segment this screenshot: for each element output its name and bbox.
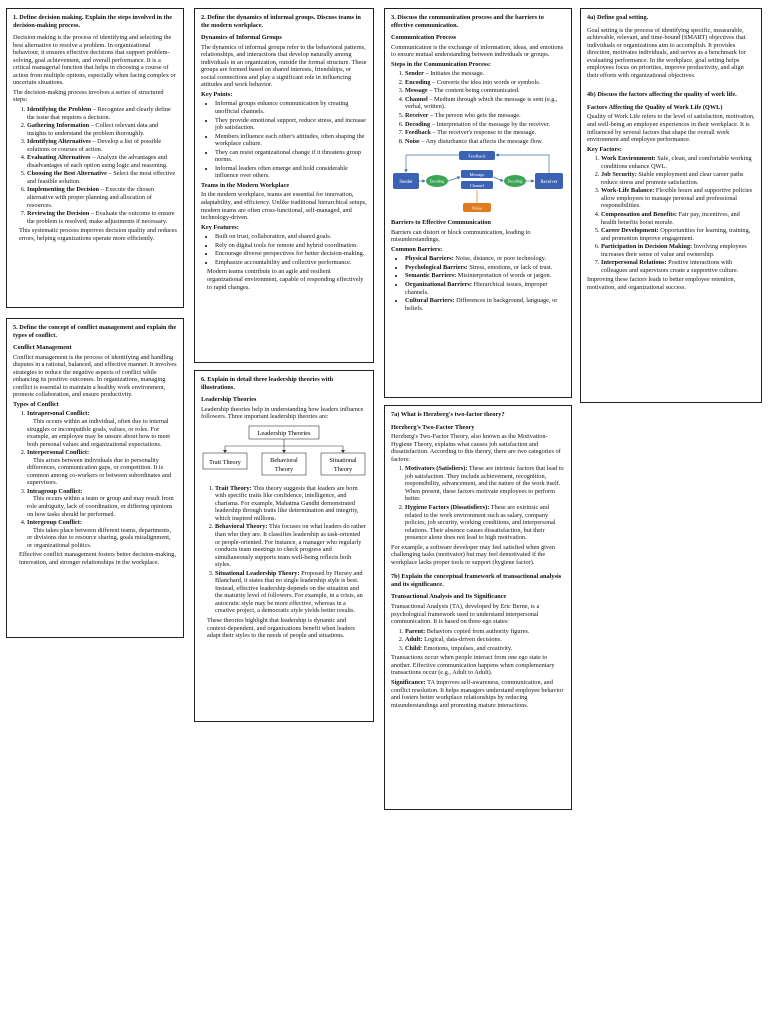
q5-intro: Conflict management is the process of identifying and handling disputes in a rational, balanced, and effective manner. It involves strategies to reduce the negative aspects of conflict while enhancing its positive outcomes. In organizations, managing conflict is essential to maintain a healthy work environment, promote collaboration, and ensure productivity. — [13, 353, 177, 399]
list-item: 5. Receiver – The person who gets the message. — [405, 112, 565, 120]
list-item: 6. Participation in Decision Making: Involving employees increases their sense of value and ownership. — [601, 243, 755, 258]
q6-closing: These theories highlight that leadership is dynamic and context-dependent, and organizations benefit when leaders adapt their styles to the needs of people and situations. — [207, 617, 355, 640]
q3-steps-heading: Steps in the Communication Process: — [391, 60, 491, 68]
diagram-noise-label: Noise — [471, 205, 483, 211]
q5-types-heading: Types of Conflict — [13, 400, 59, 408]
list-item: 4. Evaluating Alternatives – Analyze the advantages and disadvantages of each option using logic and reasoning. — [27, 154, 177, 169]
q6-intro: Leadership theories help in understanding how leaders influence followers. Three important leadership theories are: — [201, 405, 364, 421]
list-item: • Members influence each other's attitudes, often shaping the workplace culture. — [215, 133, 367, 148]
list-item: 2. Hygiene Factors (Dissatisfiers): These are extrinsic and related to the work environment such as salary, company policies, job security, working conditions, and interpersonal relations. Their absence causes dissatisfaction, but their presence alone does not lead to high motivation. — [405, 504, 565, 542]
list-item: • They provide emotional support, reduce stress, and increase job satisfaction. — [215, 117, 367, 132]
diagram-decoding-label: Decoding — [507, 179, 523, 184]
q2-features-heading: Key Features: — [201, 223, 239, 231]
list-item: 8. Noise – Any disturbance that affects the message flow. — [405, 138, 565, 146]
q3-intro: Communication is the exchange of information, ideas, and emotions to ensure mutual understanding between individuals or groups. — [391, 43, 564, 59]
diagram-behavioral-label-1: Behavioral — [270, 456, 298, 464]
q2-features-list — [201, 233, 367, 266]
list-item: 2. Adult: Logical, data-driven decisions. — [405, 636, 565, 644]
card-q1 — [6, 8, 184, 308]
list-item: • They can resist organizational change if it threatens group norms. — [215, 149, 367, 164]
list-item: • Built on trust, collaboration, and shared goals. — [215, 233, 367, 241]
q6-title: 6. Explain in detail three leadership theories with illustrations. — [201, 376, 334, 391]
diagram-behavioral-label-2: Theory — [274, 465, 294, 473]
list-item: 2. Gathering Information – Collect relevant data and insights to understand the problem thoroughly. — [27, 122, 177, 137]
diagram-situational-label-1: Situational — [329, 456, 357, 464]
list-item: • Rely on digital tools for remote and hybrid coordination. — [215, 242, 367, 250]
card-q4 — [580, 8, 762, 403]
communication-process-diagram — [391, 149, 565, 215]
q1-steps-intro: The decision-making process involves a series of structured steps: — [13, 88, 164, 104]
q4b-closing: Improving these factors leads to better employee retention, motivation, and organizational success. — [587, 276, 736, 291]
list-item: 4. Channel – Medium through which the message is sent (e.g., verbal, written). — [405, 96, 565, 111]
q1-closing: This systematic process improves decision quality and reduces errors, helping organizations operate more efficiently. — [19, 227, 177, 242]
list-item: 3. Situational Leadership Theory: Proposed by Hersey and Blanchard, it states that no single leadership style is best. Instead, effective leadership depends on the situation and the maturity level of followers. For example, in a crisis, an autocratic style may be more effective, whereas in a creative project, a democratic style yields better results. — [215, 570, 367, 615]
list-item: 7. Reviewing the Decision – Evaluate the outcome to ensure the problem is resolved; make adjustments if necessary. — [27, 210, 177, 225]
card-q2 — [194, 8, 374, 363]
list-item: 4. Intergroup Conflict: This takes place between different teams, departments, or divisions due to resource sharing, goals misalignment, or organizational politics. — [27, 519, 177, 549]
q7a-intro: Herzberg's Two-Factor Theory, also known as the Motivation-Hygiene Theory, explains what causes job satisfaction and dissatisfaction. According to this theory, there are two categories of factors: — [391, 433, 561, 463]
q7a-heading: Herzberg's Two-Factor Theory — [391, 423, 475, 431]
list-item: 2. Behavioral Theory: This focuses on what leaders do rather than who they are. It classifies leadership as task-oriented or people-oriented. For instance, a manager who regularly conducts team meetings to check progress and simultaneously supports team well-being reflects both styles. — [215, 523, 367, 568]
q4a-text: Goal setting is the process of identifying specific, measurable, achievable, relevant, and time-bound (SMART) objectives that individuals or organizations aim to accomplish. It provides direction, motivates individuals, and serves as a benchmark for evaluating performance. In the workplace, goal setting helps employees focus on priorities, improve productivity, and align their efforts with organizational objectives. — [587, 26, 746, 79]
diagram-root-label: Leadership Theories — [257, 429, 311, 437]
diagram-channel-label: Channel — [470, 183, 484, 189]
q7b-heading: Transactional Analysis and Its Significance — [391, 593, 507, 601]
q7a-factors-list — [391, 465, 565, 541]
q3-barriers-list — [391, 255, 565, 312]
q3-steps-list — [391, 70, 565, 145]
list-item: 6. Implementing the Decision – Execute the chosen alternative with proper planning and allocation of resources. — [27, 186, 177, 209]
list-item: 6. Decoding – Interpretation of the message by the receiver. — [405, 121, 565, 129]
list-item: • Semantic Barriers: Misinterpretation of words or jargon. — [405, 272, 565, 280]
q4a-title: 4a) Define goal setting. — [587, 14, 649, 21]
list-item: 1. Trait Theory: This theory suggests that leaders are born with specific traits like confidence, intelligence, and charisma. For example, Mahatma Gandhi demonstrated leadership through traits like determination and integrity, which inspired millions. — [215, 485, 367, 523]
q3-barriers-heading: Barriers to Effective Communication — [391, 219, 491, 227]
q5-closing: Effective conflict management fosters better decision-making, innovation, and stronger relationships in the workplace. — [19, 551, 176, 566]
q7b-significance: Significance: TA improves self-awareness, communication, and conflict resolution. It helps managers understand employee behavior and fosters better workplace relationships by reducing misunderstandings and promoting mature interactions. — [391, 678, 564, 709]
q1-steps-list — [13, 106, 177, 225]
q2-title: 2. Define the dynamics of informal groups. Discuss teams in the modern workplace. — [201, 14, 361, 29]
q2-heading: Dynamics of Informal Groups — [201, 34, 282, 42]
list-item: 3. Identifying Alternatives – Develop a list of possible solutions or courses of action. — [27, 138, 177, 153]
q3-common-heading: Common Barriers: — [391, 245, 443, 253]
diagram-receiver-label: Receiver — [540, 180, 558, 186]
card-q3 — [384, 8, 572, 398]
q1-intro: Decision making is the process of identifying and selecting the best alternative to resolve a problem. In organizational behaviour, it ensures effective decisions that support problem-solving, goal achievement, and overall performance. It is a critical managerial function that helps in choosing a course of action from multiple options, especially when facing complex or uncertain situations. — [13, 34, 176, 87]
list-item: 3. Work-Life Balance: Flexible hours and supportive policies allow employees to manage personal and professional responsibilities. — [601, 187, 755, 210]
list-item: 3. Message – The content being communicated. — [405, 87, 565, 95]
list-item: 3. Intragroup Conflict: This occurs within a team or group and may result from role ambiguity, lack of coordination, or differing opinions on how tasks should be performed. — [27, 488, 177, 518]
q5-title: 5. Define the concept of conflict management and explain the types of conflict. — [13, 324, 177, 339]
list-item: • Psychological Barriers: Stress, emotions, or lack of trust. — [405, 264, 565, 272]
list-item: • Informal groups enhance communication by creating unofficial channels. — [215, 100, 367, 115]
list-item: • Cultural Barriers: Differences in background, language, or beliefs. — [405, 297, 565, 312]
q4b-title: 4b) Discuss the factors affecting the quality of work life. — [587, 91, 737, 99]
list-item: 1. Work Environment: Safe, clean, and comfortable working conditions enhance QWL. — [601, 155, 755, 170]
list-item: 1. Intrapersonal Conflict: This occurs within an individual, often due to internal struggles or incompatible goals, values, or roles. For example, an employee may be unsure about how to meet both personal values and organizational expectations. — [27, 410, 177, 448]
list-item: 4. Compensation and Benefits: Fair pay, incentives, and health benefits boost morale. — [601, 211, 755, 226]
list-item: 2. Encoding – Converts the idea into words or symbols. — [405, 79, 565, 87]
list-item: • Encourage diverse perspectives for better decision-making. — [215, 250, 367, 258]
diagram-trait-label: Trait Theory — [209, 458, 241, 466]
diagram-situational-label-2: Theory — [333, 465, 353, 473]
q4b-heading: Factors Affecting the Quality of Work Life (QWL) — [587, 103, 723, 111]
q6-heading: Leadership Theories — [201, 396, 257, 404]
card-q7 — [384, 405, 572, 810]
list-item: • Organizational Barriers: Hierarchical issues, improper channels. — [405, 281, 565, 296]
q6-theories-list — [201, 485, 367, 615]
q4b-intro: Quality of Work Life refers to the level of satisfaction, motivation, and well-being an employee experiences in their workplace. It is influenced by several factors that shape the overall work environment and employee performance. — [587, 113, 755, 144]
q2-intro: The dynamics of informal groups refer to the behavioral patterns, relationships, and interactions that develop naturally among individuals in an organization, outside the formal structure. These groups are formed based on shared interests, friendships, or social connections and play a significant role in influencing attitudes and work behavior. — [201, 43, 367, 89]
list-item: 7. Interpersonal Relations: Positive interactions with colleagues and supervisors create a supportive culture. — [601, 259, 755, 274]
list-item: 5. Career Development: Opportunities for learning, training, and promotion improve engagement. — [601, 227, 755, 242]
q1-title: 1. Define decision making. Explain the steps involved in the decision-making process. — [13, 14, 173, 29]
diagram-message-label: Message — [469, 172, 485, 178]
q4b-factors-heading: Key Factors: — [587, 145, 622, 153]
list-item: • Physical Barriers: Noise, distance, or poor technology. — [405, 255, 565, 263]
card-q6 — [194, 370, 374, 722]
list-item: • Emphasize accountability and collective performance. — [215, 259, 367, 267]
card-q5 — [6, 318, 184, 638]
leadership-theories-diagram — [201, 424, 367, 482]
list-item: 7. Feedback – The receiver's response to the message. — [405, 129, 565, 137]
q2-teams-intro: In the modern workplace, teams are essential for innovation, adaptability, and efficiency. Unlike traditional hierarchical setups, modern teams are often cross-functional, self-managed, and technology-driven. — [201, 191, 367, 222]
q7b-intro: Transactional Analysis (TA), developed by Eric Berne, is a psychological framework used to understand interpersonal communication. It is based on three ego states: — [391, 603, 540, 626]
q2-keypoints-heading: Key Points: — [201, 90, 233, 98]
q3-title: 3. Discuss the communication process and the barriers to effective communication. — [391, 14, 544, 29]
list-item: 5. Choosing the Best Alternative – Select the most effective and feasible solution. — [27, 170, 177, 185]
q2-keypoints-list — [201, 100, 367, 179]
diagram-feedback-label: Feedback — [468, 153, 486, 159]
list-item: 1. Identifying the Problem – Recognize and clearly define the issue that requires a decision. — [27, 106, 177, 121]
q2-teams-heading: Teams in the Modern Workplace — [201, 181, 290, 189]
q3-heading: Communication Process — [391, 34, 457, 42]
diagram-sender-label: Sender — [399, 180, 413, 186]
list-item: 2. Interpersonal Conflict: This arises between individuals due to personality differences, communication gaps, or competition. It is common among co-workers or between subordinates and supervisors. — [27, 449, 177, 487]
q5-heading: Conflict Management — [13, 344, 72, 352]
q7a-title: 7a) What is Herzberg's two-factor theory? — [391, 411, 505, 418]
list-item: 2. Job Security: Stable employment and clear career paths reduce stress and promote satisfaction. — [601, 171, 755, 186]
q7a-closing: For example, a software developer may feel satisfied when given challenging tasks (motivator) but may feel demotivated if the workplace lacks proper tools or support (hygiene factor). — [391, 543, 556, 566]
q4b-factors-list — [587, 155, 755, 274]
list-item: 3. Child: Emotions, impulses, and creativity. — [405, 645, 565, 653]
q3-barriers-intro: Barriers can distort or block communication, leading to misunderstandings. — [391, 228, 531, 244]
q7b-title: 7b) Explain the conceptual framework of transactional analysis and its significance. — [391, 573, 562, 588]
q7b-transactions: Transactions occur when people interact from one ego state to another. Effective communication happens when complementary transactions occur (e.g., Adult to Adult). — [391, 654, 555, 677]
list-item: 1. Sender – Initiates the message. — [405, 70, 565, 78]
list-item: • Informal leaders often emerge and hold considerable influence over others. — [215, 165, 367, 180]
q7b-states-list — [391, 628, 565, 653]
list-item: 1. Motivators (Satisfiers): These are intrinsic factors that lead to job satisfaction. They include achievement, recognition, responsibility, advancement, and the nature of the work itself. When present, these factors motivate employees to perform better. — [405, 465, 565, 503]
q2-closing: Modern teams contribute to an agile and resilient organizational environment, capable of responding effectively to rapid changes. — [207, 268, 364, 291]
diagram-encoding-label: Encoding — [429, 179, 445, 184]
q5-types-list — [13, 410, 177, 549]
list-item: 1. Parent: Behaviors copied from authority figures. — [405, 628, 565, 636]
